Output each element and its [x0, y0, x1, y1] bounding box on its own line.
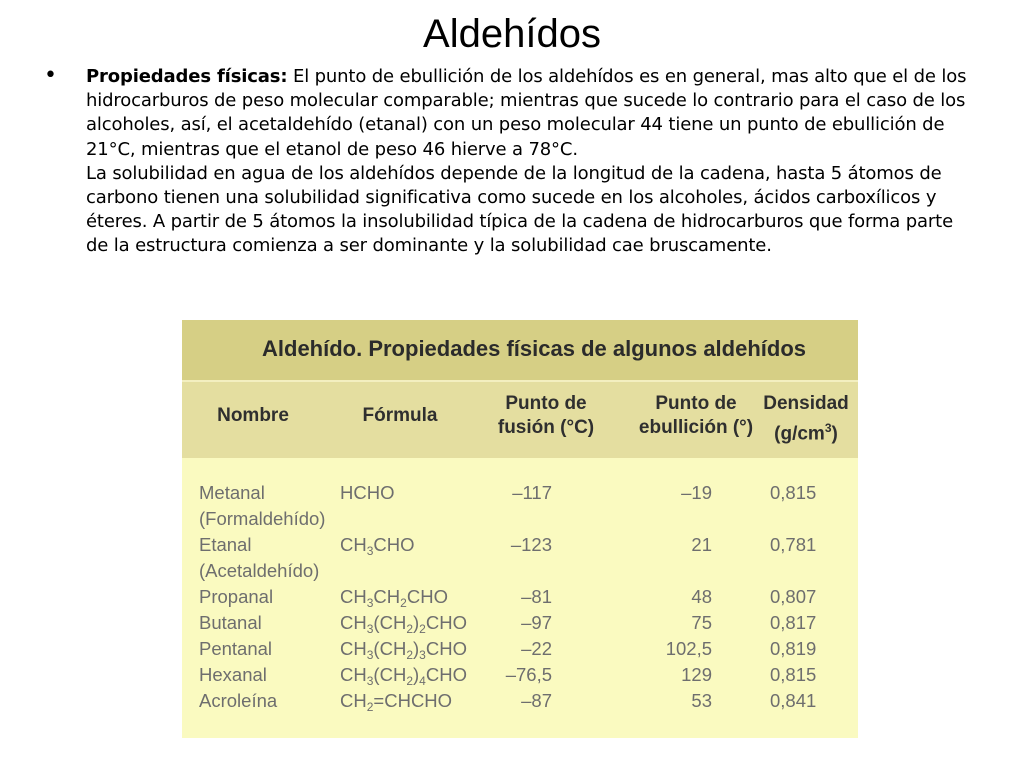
- cell-punto-ebullicion: 21: [691, 534, 712, 555]
- header-ebullicion: [626, 392, 766, 440]
- header-densidad-line2: [752, 416, 858, 446]
- cell-punto-fusion: –76,5: [505, 664, 552, 685]
- cell-nombre: Acroleína: [199, 690, 278, 711]
- aldehyde-properties-table: [182, 320, 858, 738]
- cell-punto-ebullicion: –19: [681, 482, 712, 503]
- cell-densidad: 0,781: [770, 534, 817, 555]
- bullet-paragraph: [86, 65, 974, 259]
- header-densidad: [752, 392, 858, 446]
- cell-densidad: 0,841: [770, 690, 817, 711]
- bullet-item: [44, 65, 974, 259]
- cell-formula: $CH_3CHO$: [340, 534, 415, 558]
- cell-densidad: 0,817: [770, 612, 817, 633]
- table-title: Aldehído. Propiedades físicas de algunos aldehídos: [262, 336, 807, 361]
- cell-punto-fusion: –97: [521, 612, 552, 633]
- table-title-band: [182, 320, 858, 382]
- cell-nombre-alt: (Acetaldehído): [199, 560, 320, 581]
- cell-densidad: 0,819: [770, 638, 817, 659]
- bullet-label: Propiedades físicas:: [86, 66, 288, 87]
- cell-densidad: 0,815: [770, 664, 817, 685]
- cell-nombre: Butanal: [199, 612, 262, 633]
- cell-nombre: Metanal: [199, 482, 265, 503]
- bullet-icon: •: [44, 63, 57, 88]
- header-formula-text: Fórmula: [362, 405, 438, 426]
- cell-formula: $CH_3(CH_2)_2CHO$: [340, 612, 467, 636]
- cell-formula: $CH_2=CHCHO$: [340, 690, 453, 714]
- header-nombre: [198, 404, 308, 428]
- header-densidad-unit: (g/cm: [774, 423, 825, 445]
- header-densidad-close: ): [831, 423, 838, 445]
- header-fusion-line1: Punto de: [505, 393, 587, 414]
- cell-punto-ebullicion: 75: [691, 612, 712, 633]
- cell-nombre: Pentanal: [199, 638, 273, 659]
- cell-punto-fusion: –87: [521, 690, 552, 711]
- cell-nombre: Etanal: [199, 534, 252, 555]
- cell-punto-ebullicion: 53: [691, 690, 712, 711]
- header-formula: [350, 404, 450, 428]
- cell-punto-fusion: –22: [521, 638, 552, 659]
- table-header-row: [182, 382, 858, 458]
- header-ebullicion-line1: Punto de: [655, 393, 737, 414]
- cell-punto-fusion: –123: [510, 534, 552, 555]
- cell-densidad: 0,815: [770, 482, 817, 503]
- header-densidad-exp: 3: [824, 421, 832, 435]
- header-nombre-text: Nombre: [217, 405, 289, 426]
- header-ebullicion-line2: ebullición (°): [638, 417, 754, 438]
- header-densidad-line1: Densidad: [763, 393, 849, 414]
- cell-formula: $CH_3(CH_2)_3CHO$: [340, 638, 467, 662]
- cell-punto-fusion: –81: [521, 586, 552, 607]
- cell-punto-ebullicion: 48: [691, 586, 712, 607]
- cell-nombre: Hexanal: [199, 664, 267, 685]
- bullet-text-1: El punto de ebullición de los aldehídos es en general, mas alto que el de los hidrocarburos de peso molecular comparable; mientras que sucede lo contrario para el caso de los alcoholes, así, el acetaldehído (etanal) con un peso molecular 44 tiene un punto de ebullición de 21°C, mientras que el etanol de peso 46 hierve a 78°C.: [86, 66, 967, 160]
- cell-punto-fusion: –117: [512, 482, 552, 503]
- header-fusion-line2: fusión (°C): [497, 417, 595, 438]
- cell-formula: HCHO: [340, 482, 395, 503]
- cell-formula: $CH_3CH_2CHO$: [340, 586, 448, 610]
- slide-title: Aldehídos: [423, 12, 601, 56]
- cell-punto-ebullicion: 129: [681, 664, 712, 685]
- cell-formula: $CH_3(CH_2)_4CHO$: [340, 664, 467, 688]
- cell-nombre: Propanal: [199, 586, 274, 607]
- bullet-text-2: La solubilidad en agua de los aldehídos depende de la longitud de la cadena, hasta 5 átomos de carbono tienen una solubilidad significativa como sucede en los alcoholes, ácidos carboxílicos y éteres. A partir de 5 átomos la insolubilidad típica de la cadena de hidrocarburos que forma parte de la estructura comienza a ser dominante y la solubilidad cae bruscamente.: [86, 162, 954, 257]
- cell-punto-ebullicion: 102,5: [665, 638, 712, 659]
- header-fusion: [486, 392, 606, 440]
- cell-densidad: 0,807: [770, 586, 817, 607]
- cell-nombre-alt: (Formaldehído): [199, 508, 326, 529]
